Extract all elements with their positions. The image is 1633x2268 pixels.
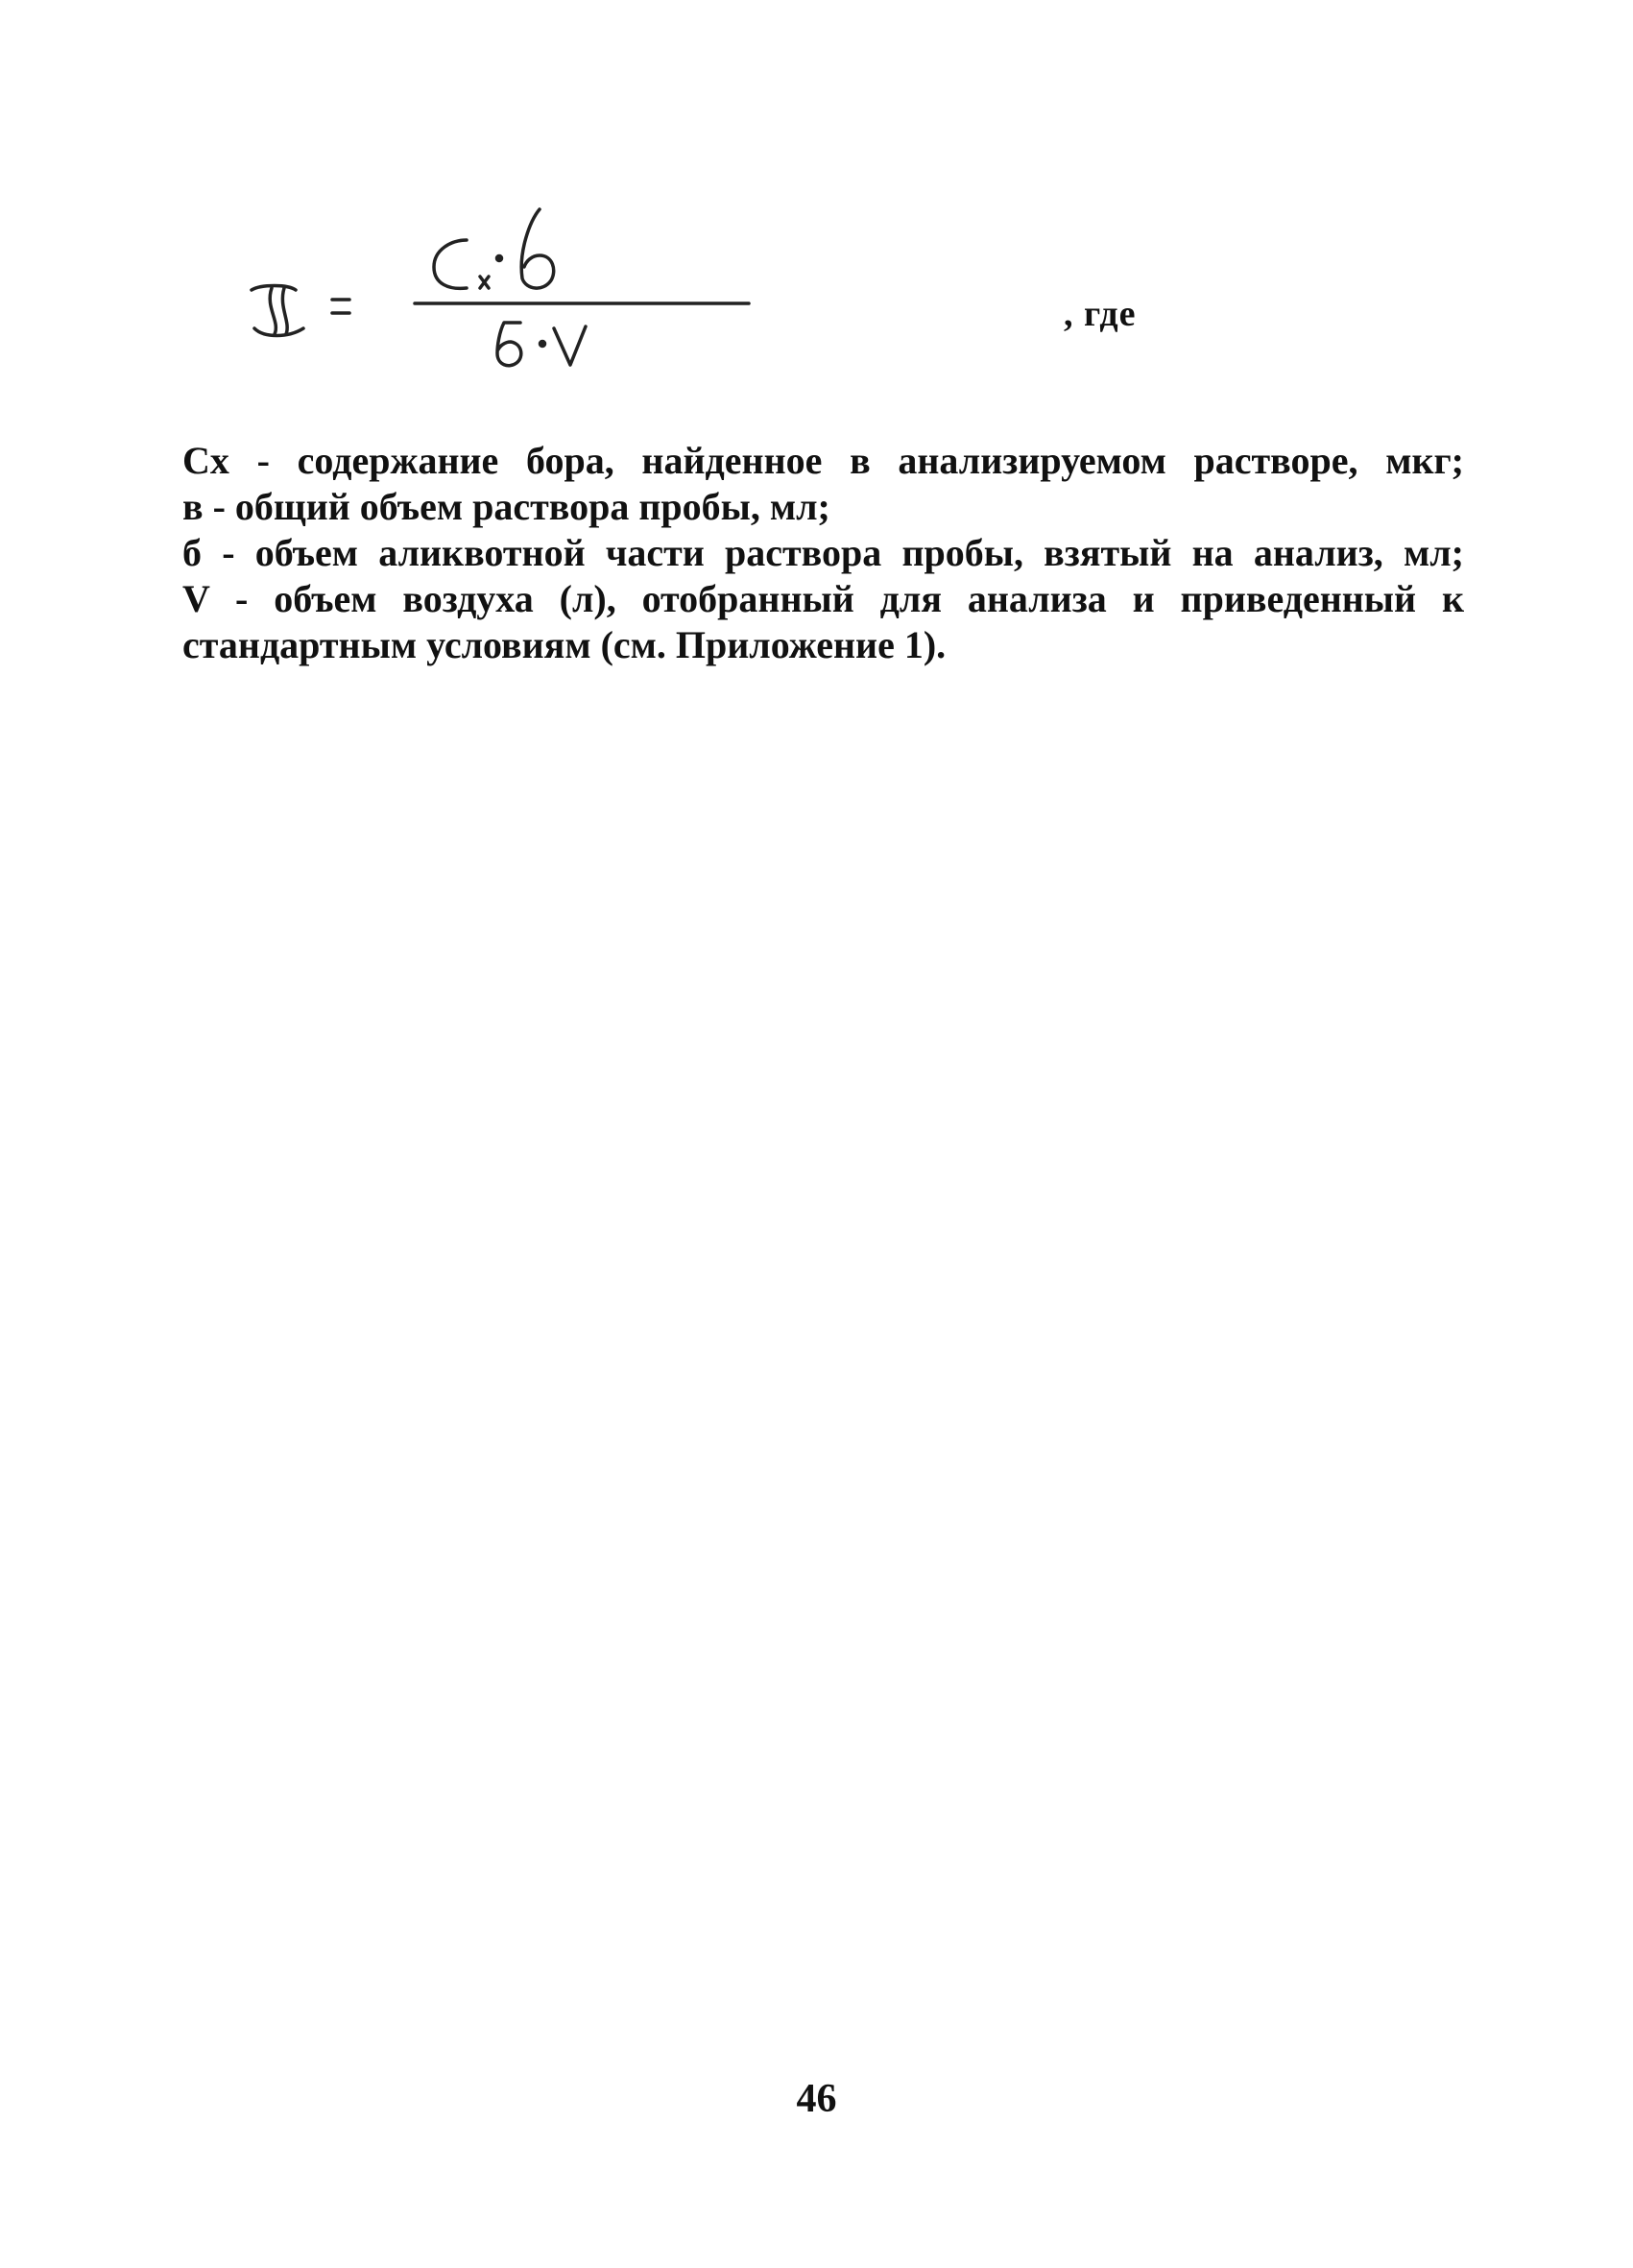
legend-line-v-total: в - общий объем раствора пробы, мл; xyxy=(182,485,830,528)
legend-line-cx: Cx - содержание бора, найденное в анализируемом растворе, мкг; xyxy=(182,439,1464,482)
formula xyxy=(0,0,1633,403)
variable-legend xyxy=(182,438,1464,668)
legend-line-standard-conditions: стандартным условиям (см. Приложение 1). xyxy=(182,623,947,666)
formula-equals-sign xyxy=(332,300,349,313)
page-number: 46 xyxy=(796,2077,837,2121)
formula-suffix: , где xyxy=(1064,294,1137,334)
formula-numerator xyxy=(434,209,554,288)
legend-line-aliquot: б - объем аликвотной части раствора пробы, взятый на анализ, мл; xyxy=(182,531,1464,574)
formula-denominator xyxy=(497,323,586,366)
formula-lhs-x xyxy=(252,286,303,336)
handwritten-formula xyxy=(0,0,1633,403)
legend-line-air-volume: V - объем воздуха (л), отобранный для анализа и приведенный к xyxy=(182,577,1464,620)
